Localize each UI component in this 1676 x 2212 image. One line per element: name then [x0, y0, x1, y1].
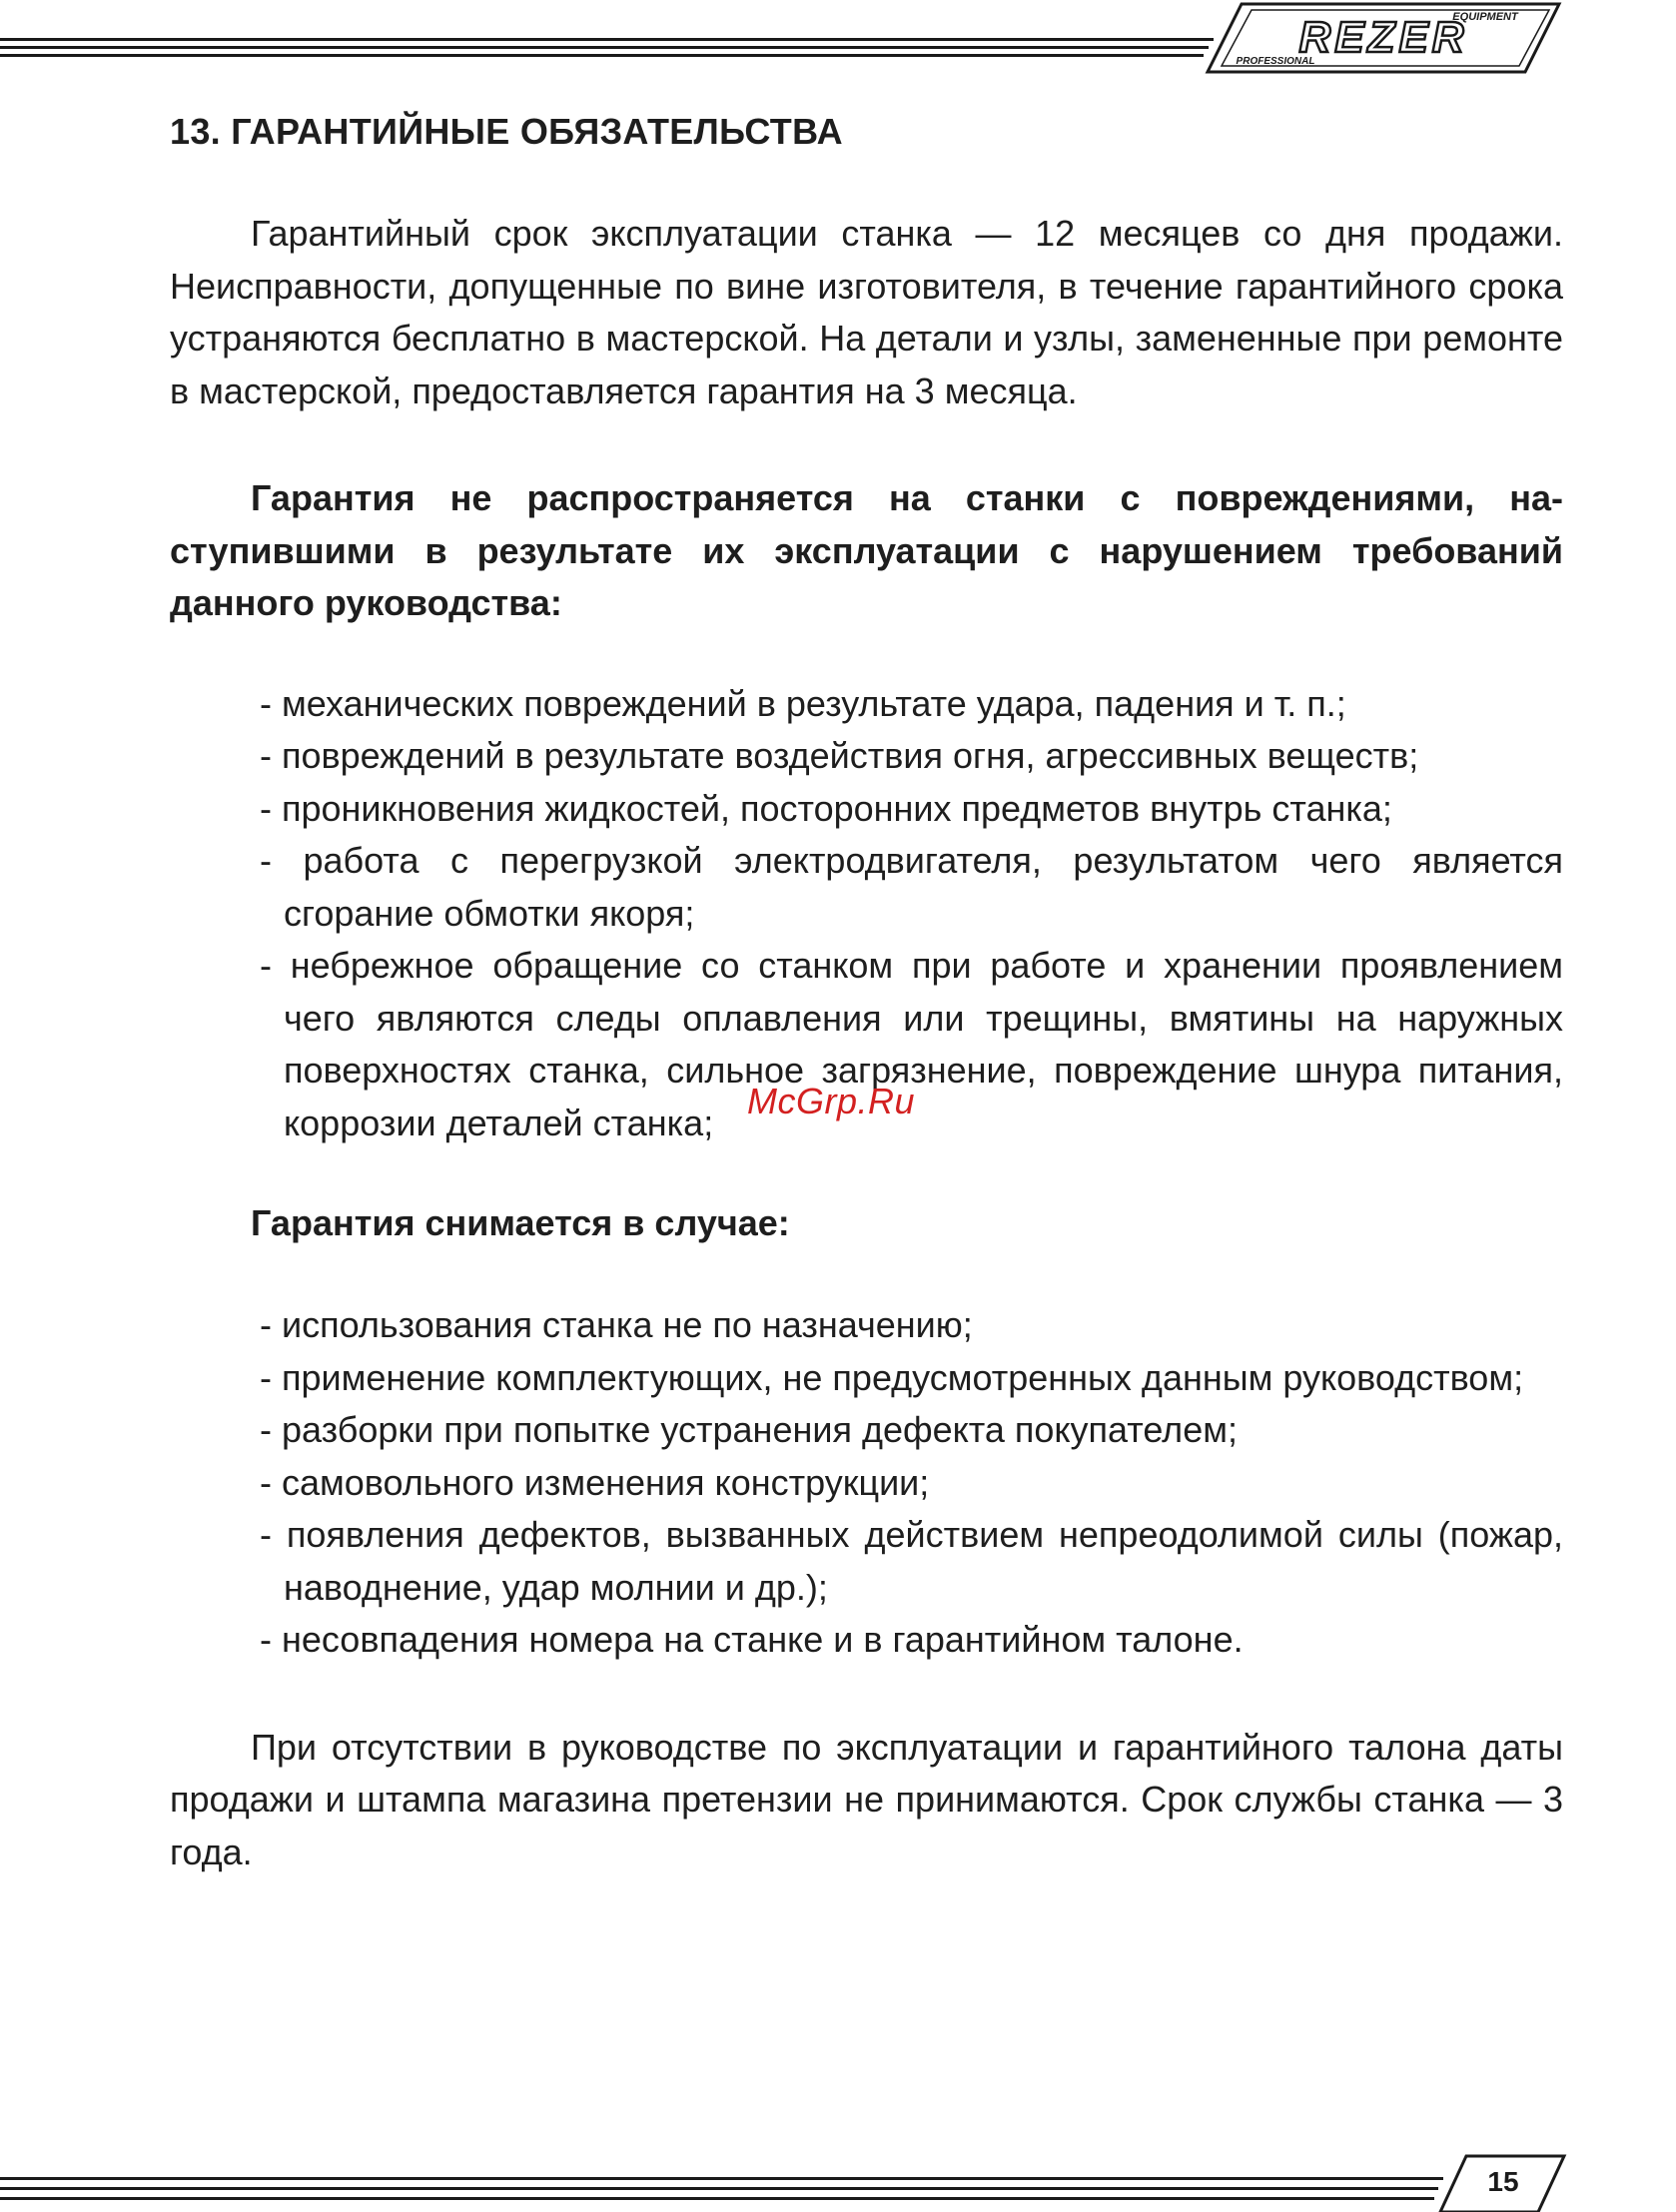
footer-rule-middle	[0, 2187, 1438, 2190]
list-item: - работа с перегрузкой электродвигателя, результатом чего является сгорание обмотки якоря;	[260, 840, 1563, 934]
list-item: - небрежное обращение со станком при работе и хранении проявлением чего являются следы оплавления или трещины, вмятины на наружных поверхностях станка, сильное загрязнение, повреждение шнура питания, коррозии деталей станка;	[260, 945, 1563, 1143]
intro-paragraph: Гарантийный срок эксплуатации станка — 12 месяцев со дня продажи. Неисправности, допущенные по вине изготовителя, в течение гарантийного срока устраняются бесплатно в мастерской. На детали и узлы, замененные при ремонте в мастерской, предоставляется гарантия на 3 месяца.	[170, 213, 1563, 411]
brand-logo	[1204, 0, 1563, 76]
exclusions-heading: Гарантия не распространяется на станки с повреждениями, наступившими в результате их эксплуатации с нарушением требований данного руководства:	[170, 477, 1563, 623]
list-item: - несовпадения номера на станке и в гарантийном талоне.	[260, 1619, 1244, 1660]
removal-cases-list	[170, 1299, 1563, 1667]
footer-rule-bottom	[0, 2197, 1434, 2200]
footer-rule-top	[0, 2177, 1443, 2180]
watermark: McGrp.Ru	[747, 1081, 916, 1121]
list-item: - разборки при попытке устранения дефекта покупателем;	[260, 1409, 1238, 1450]
header-rule-bottom	[0, 54, 1204, 57]
rezer-logo-icon	[1204, 0, 1563, 76]
page-number: 15	[1487, 2166, 1519, 2197]
closing-paragraph: При отсутствии в руководстве по эксплуатации и гарантийного талона даты продажи и штампа магазина претензии не принимаются. Срок службы станка — 3 года.	[170, 1726, 1563, 1872]
list-item: - повреждений в результате воздействия огня, агрессивных веществ;	[260, 735, 1419, 776]
list-item: - использования станка не по назначению;	[260, 1304, 973, 1345]
header-rule-top	[0, 38, 1214, 41]
list-item: - появления дефектов, вызванных действием непреодолимой силы (пожар, наводнение, удар молнии и др.);	[260, 1514, 1563, 1608]
section-title: 13. ГАРАНТИЙНЫЕ ОБЯЗАТЕЛЬСТВА	[170, 111, 843, 152]
exclusions-list	[170, 678, 1563, 1150]
logo-brand-text: REZER	[1298, 13, 1468, 62]
header-rule-middle	[0, 46, 1209, 49]
removal-heading: Гарантия снимается в случае:	[251, 1202, 790, 1243]
warranty-section	[170, 106, 1563, 1878]
list-item: - проникновения жидкостей, посторонних предметов внутрь станка;	[260, 787, 1392, 829]
logo-bottom-text: PROFESSIONAL	[1236, 56, 1315, 67]
logo-top-text: EQUIPMENT	[1452, 11, 1518, 23]
list-item: - применение комплектующих, не предусмотренных данным руководством;	[260, 1356, 1524, 1398]
list-item: - самовольного изменения конструкции;	[260, 1461, 930, 1503]
list-item: - механических повреждений в результате удара, падения и т. п.;	[260, 682, 1346, 724]
